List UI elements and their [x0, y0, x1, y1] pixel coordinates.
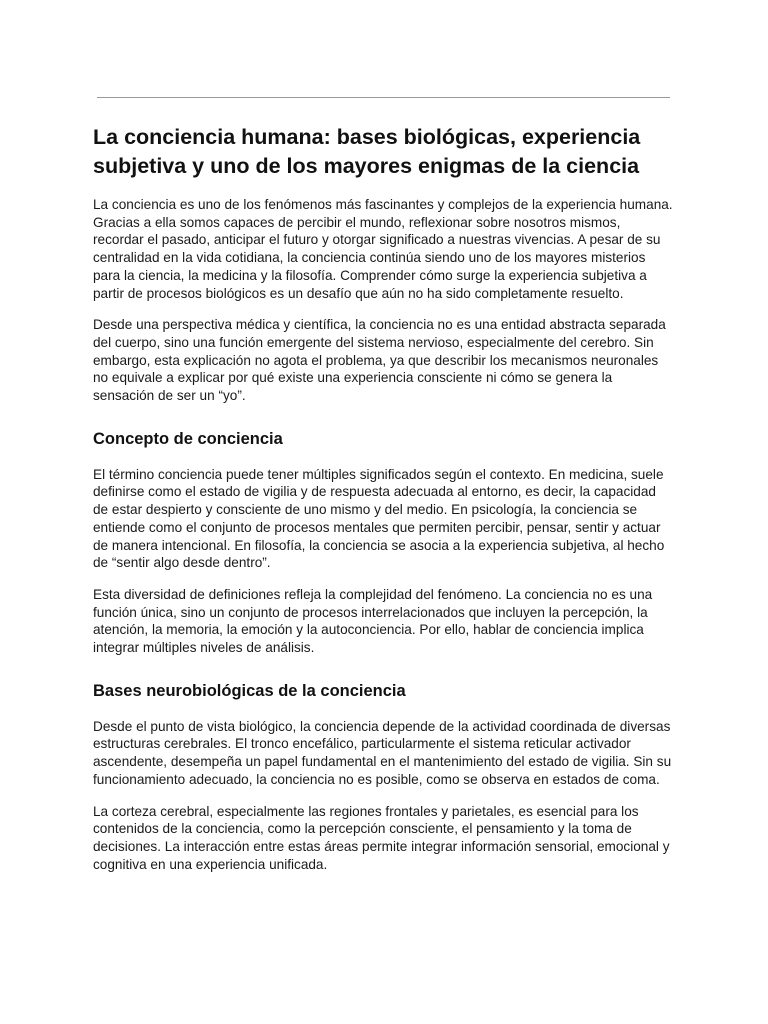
section-heading-concepto: Concepto de conciencia — [93, 429, 283, 448]
document-body — [93, 123, 673, 887]
body-paragraph: Desde el punto de vista biológico, la conciencia depende de la actividad coordinada de diversas estructuras cerebrales. El tronco encefálico, particularmente el sistema reticular activador ascendente, desempeña un papel fundamental en el mantenimiento del estado de vigilia. Sin su funcionamiento adecuado, la conciencia no es posible, como se observa en estados de coma. — [93, 718, 672, 787]
body-paragraph: La corteza cerebral, especialmente las regiones frontales y parietales, es esencial para los contenidos de la conciencia, como la percepción consciente, el pensamiento y la toma de decisiones. La interacción entre estas áreas permite integrar información sensorial, emocional y cognitiva en una experiencia unificada. — [93, 803, 670, 872]
body-paragraph: Esta diversidad de definiciones refleja la complejidad del fenómeno. La conciencia no es una función única, sino un conjunto de procesos interrelacionados que incluyen la percepción, la atención, la memoria, la emoción y la autoconciencia. Por ello, hablar de conciencia implica integrar múltiples niveles de análisis. — [93, 586, 653, 656]
body-paragraph: El término conciencia puede tener múltiples significados según el contexto. En medicina, suele definirse como el estado de vigilia y de respuesta adecuada al entorno, es decir, la capacidad de estar despierto y consciente de uno mismo y del medio. En psicología, la conciencia se entiende como el conjunto de procesos mentales que permiten percibir, pensar, sentir y actuar de manera intencional. En filosofía, la conciencia se asocia a la experiencia subjetiva, al hecho de “sentir algo desde dentro”. — [93, 466, 665, 571]
intro-paragraph: La conciencia es uno de los fenómenos más fascinantes y complejos de la experiencia humana. Gracias a ella somos capaces de percibir el mundo, reflexionar sobre nosotros mismos, recordar el pasado, anticipar el futuro y otorgar significado a nuestras vivencias. A pesar de su centralidad en la vida cotidiana, la conciencia continúa siendo uno de los mayores misterios para la ciencia, la medicina y la filosofía. Comprender cómo surge la experiencia subjetiva a partir de procesos biológicos es un desafío que aún no ha sido completamente resuelto. — [93, 197, 673, 301]
section-heading-bases-neurobiologicas: Bases neurobiológicas de la conciencia — [93, 681, 406, 700]
intro-paragraph: Desde una perspectiva médica y científica, la conciencia no es una entidad abstracta separada del cuerpo, sino una función emergente del sistema nervioso, especialmente del cerebro. Sin embargo, esta explicación no agota el problema, ya que describir los mecanismos neuronales no equivale a explicar por qué existe una experiencia consciente ni cómo se genera la sensación de ser un “yo”. — [93, 317, 666, 404]
document-title: La conciencia humana: bases biológicas, experiencia subjetiva y uno de los mayores enigmas de la ciencia — [93, 125, 641, 178]
header-divider — [97, 97, 670, 98]
